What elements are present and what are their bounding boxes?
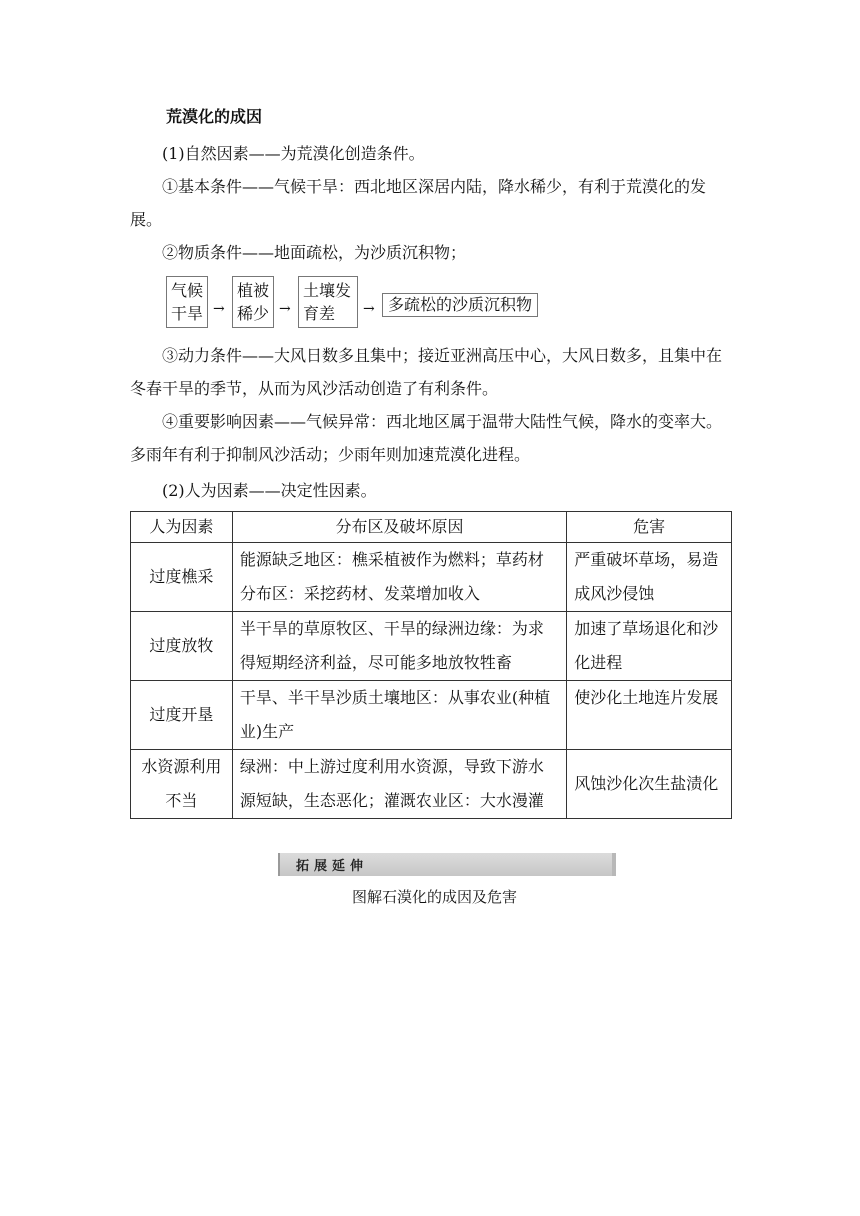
table-cell-factor: 过度开垦: [131, 681, 233, 750]
flow-box-poor-soil: 土壤发育差: [298, 276, 358, 328]
figure-caption: 图解石漠化的成因及危害: [352, 888, 518, 906]
table-cell-cause: 绿洲：中上游过度利用水资源，导致下游水源短缺，生态恶化；灌溉农业区：大水漫灌: [232, 750, 566, 819]
natural-factors-paragraph: (1)自然因素——为荒漠化创造条件。: [162, 144, 425, 163]
arrow-icon: →: [279, 301, 291, 317]
material-flow-diagram: [166, 276, 686, 328]
table-cell-cause: 半干旱的草原牧区、干旱的绿洲边缘：为求得短期经济利益，尽可能多地放牧牲畜: [232, 612, 566, 681]
table-cell-cause: 能源缺乏地区：樵采植被作为燃料；草药材分布区：采挖药材、发菜增加收入: [232, 543, 566, 612]
table-header-cell: 人为因素: [131, 512, 233, 543]
table-cell-harm: 严重破坏草场，易造成风沙侵蚀: [567, 543, 732, 612]
section-heading: 荒漠化的成因: [166, 107, 263, 126]
table-cell-harm: 加速了草场退化和沙化进程: [567, 612, 732, 681]
table-row: [131, 612, 732, 681]
table-cell-cause: 干旱、半干旱沙质土壤地区：从事农业(种植业)生产: [232, 681, 566, 750]
arrow-icon: →: [363, 301, 375, 317]
table-row: [131, 750, 732, 819]
human-factors-paragraph: (2)人为因素——决定性因素。: [162, 481, 377, 500]
basic-condition-paragraph: ①基本条件——气候干旱：西北地区深居内陆，降水稀少，有利于荒漠化的发展。: [130, 177, 707, 229]
important-factor-paragraph: ④重要影响因素——气候异常：西北地区属于温带大陆性气候，降水的变率大。多雨年有利于抑制风沙活动；少雨年则加速荒漠化进程。: [130, 412, 723, 464]
table-header-cell: 分布区及破坏原因: [232, 512, 566, 543]
table-cell-factor: 水资源利用不当: [131, 750, 233, 819]
flow-box-sparse-vegetation: 植被稀少: [232, 276, 274, 328]
human-factors-table: [130, 511, 732, 819]
extension-banner-label: 拓展延伸: [296, 859, 369, 874]
table-cell-harm: 使沙化土地连片发展: [567, 681, 732, 750]
dynamic-condition-paragraph: ③动力条件——大风日数多且集中；接近亚洲高压中心，大风日数多，且集中在冬春干旱的季节，从而为风沙活动创造了有利条件。: [130, 346, 723, 398]
flow-result-sandy-sediment: 多疏松的沙质沉积物: [382, 293, 538, 317]
arrow-icon: →: [213, 301, 225, 317]
table-header-row: [131, 512, 732, 543]
table-cell-factor: 过度放牧: [131, 612, 233, 681]
flow-box-dry-climate: 气候干旱: [166, 276, 208, 328]
material-condition-paragraph: ②物质条件——地面疏松，为沙质沉积物；: [162, 243, 467, 262]
table-row: [131, 543, 732, 612]
table-cell-harm: 风蚀沙化次生盐渍化: [567, 750, 732, 819]
extension-banner: [278, 853, 616, 876]
table-cell-factor: 过度樵采: [131, 543, 233, 612]
table-row: [131, 681, 732, 750]
table-header-cell: 危害: [567, 512, 732, 543]
